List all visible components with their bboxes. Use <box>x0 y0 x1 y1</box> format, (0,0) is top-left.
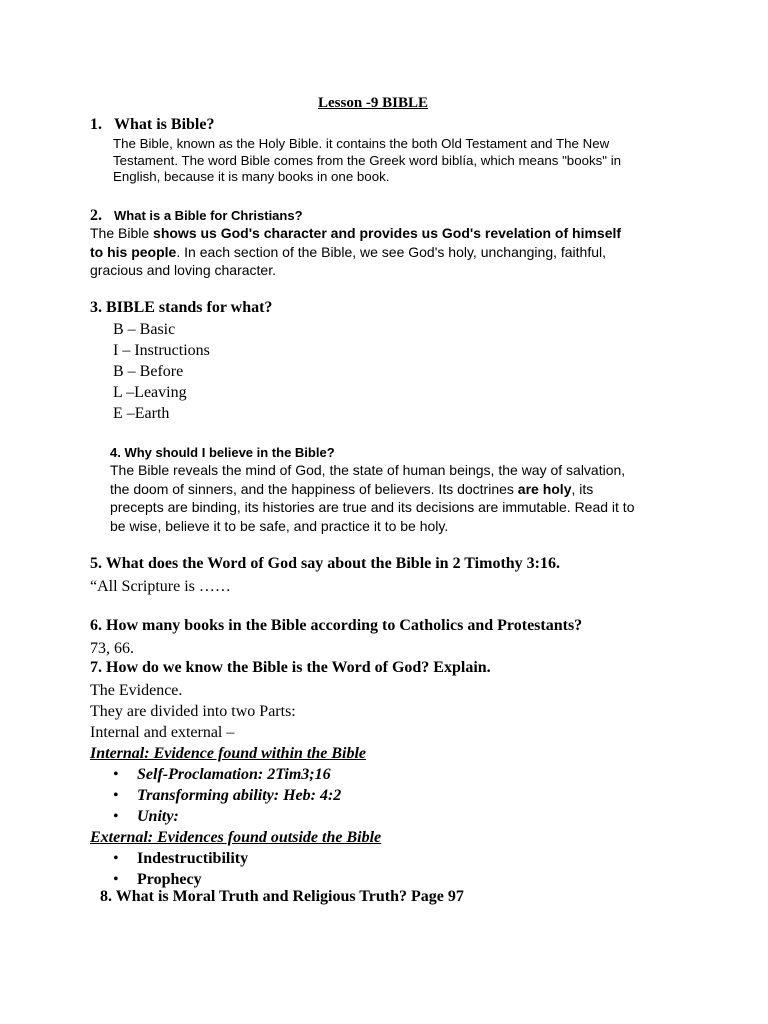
acronym-item: E –Earth <box>113 405 170 422</box>
answer-2-bold: to his people <box>90 243 177 260</box>
question-1-number: 1. <box>90 116 102 133</box>
question-1-text: What is Bible? <box>114 116 215 133</box>
answer-4-line: precepts are binding, its histories are true and its decisions are immutable. Read it to <box>110 499 635 515</box>
list-item-text: Prophecy <box>137 871 202 888</box>
list-item <box>113 785 381 806</box>
question-3: 3. BIBLE stands for what? <box>90 299 273 316</box>
question-4: 4. Why should I believe in the Bible? <box>110 445 335 460</box>
question-7: 7. How do we know the Bible is the Word of God? Explain. <box>90 659 491 676</box>
answer-1 <box>113 136 621 186</box>
answer-4-text: , its <box>571 480 594 497</box>
external-list <box>90 848 381 890</box>
answer-4-text: the doom of sinners, and the happiness of believers. Its doctrines <box>110 480 518 497</box>
answer-7 <box>90 680 381 890</box>
answer-2 <box>90 224 621 280</box>
answer-2-text: . In each section of the Bible, we see God's holy, unchanging, faithful, <box>176 243 607 260</box>
answer-6: 73, 66. <box>90 640 134 657</box>
acronym-list <box>113 319 210 424</box>
answer-7-line: The Evidence. <box>90 682 183 699</box>
list-item-text: Transforming ability: Heb: 4:2 <box>137 787 342 804</box>
question-6: 6. How many books in the Bible according to Catholics and Protestants? <box>90 617 583 634</box>
internal-list <box>90 764 381 827</box>
question-2-number: 2. <box>90 207 102 224</box>
list-item-text: Self-Proclamation: 2Tim3;16 <box>137 766 331 783</box>
answer-2-bold: shows us God's character and provides us God's revelation of himself <box>153 225 622 241</box>
question-2-text: What is a Bible for Christians? <box>114 208 303 223</box>
acronym-item: L –Leaving <box>113 384 187 401</box>
bullet-icon: • <box>113 808 119 825</box>
answer-1-line: English, because it is many books in one book. <box>113 169 390 184</box>
answer-1-line: The Bible, known as the Holy Bible. it contains the both Old Testament and The New <box>113 136 610 151</box>
lesson-title: Lesson -9 BIBLE <box>318 95 429 111</box>
bullet-icon: • <box>113 766 119 783</box>
bullet-icon: • <box>113 871 119 888</box>
answer-2-line: gracious and loving character. <box>90 262 276 278</box>
answer-4-line: be wise, believe it to be safe, and practice it to be holy. <box>110 517 449 534</box>
list-item <box>113 806 381 827</box>
list-item <box>113 869 381 890</box>
answer-2-line <box>90 243 621 262</box>
answer-4 <box>110 461 635 535</box>
answer-1-line: Testament. The word Bible comes from the Greek word biblía, which means "books" in <box>113 152 622 168</box>
list-item <box>113 764 381 785</box>
answer-7-line: They are divided into two Parts: <box>90 703 296 720</box>
answer-2-text: The Bible <box>90 225 154 241</box>
answer-2-line <box>90 224 621 243</box>
list-item-text: Unity: <box>137 808 179 825</box>
acronym-item: B – Before <box>113 363 184 380</box>
list-item-text: Indestructibility <box>137 850 249 867</box>
question-8: 8. What is Moral Truth and Religious Truth? Page 97 <box>100 888 464 905</box>
external-heading: External: Evidences found outside the Bible <box>90 829 382 846</box>
answer-7-line: Internal and external – <box>90 724 235 741</box>
answer-5: “All Scripture is …… <box>90 578 231 595</box>
answer-4-line <box>110 480 635 499</box>
acronym-item: B – Basic <box>113 321 176 338</box>
list-item <box>113 848 381 869</box>
answer-4-bold: are holy <box>517 480 572 497</box>
bullet-icon: • <box>113 850 119 867</box>
question-5: 5. What does the Word of God say about the Bible in 2 Timothy 3:16. <box>90 555 560 572</box>
acronym-item: I – Instructions <box>113 342 210 359</box>
answer-4-line: The Bible reveals the mind of God, the state of human beings, the way of salvation, <box>110 462 626 478</box>
bullet-icon: • <box>113 787 119 804</box>
question-2 <box>90 207 303 225</box>
internal-heading: Internal: Evidence found within the Bible <box>90 745 367 762</box>
question-1 <box>90 116 214 134</box>
